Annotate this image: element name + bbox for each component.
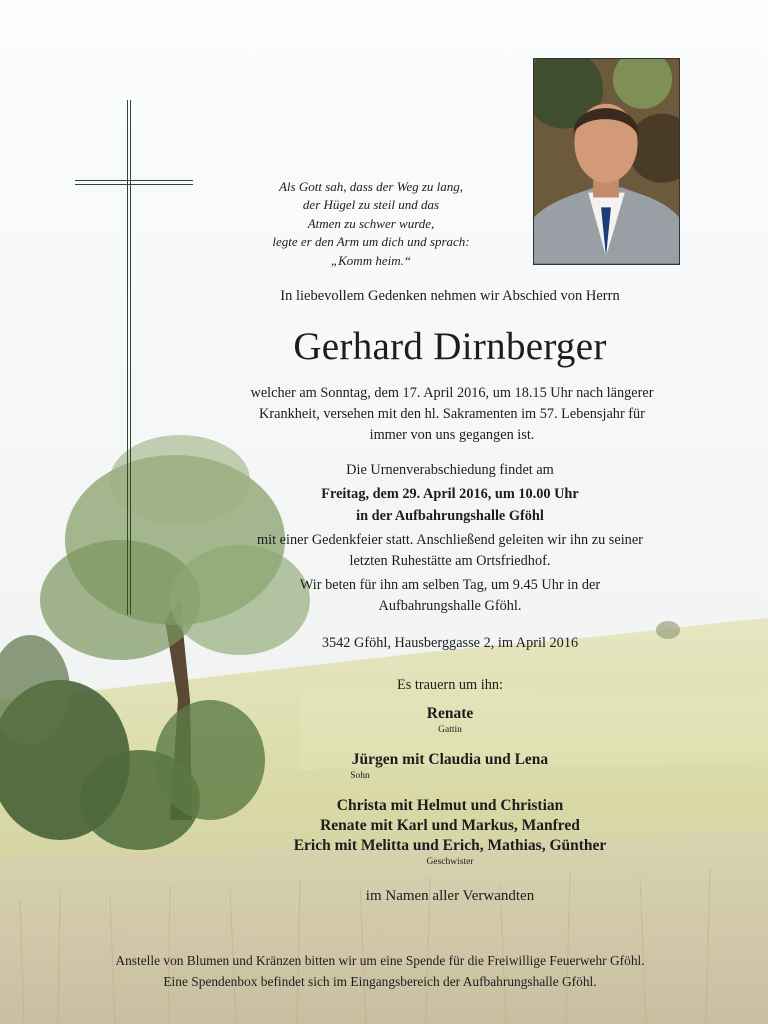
death-notice bbox=[222, 383, 682, 446]
mourner-name: Renate mit Karl und Markus, Manfred bbox=[320, 817, 580, 834]
death-notice-line: immer von uns gegangen ist. bbox=[369, 427, 535, 443]
portrait-photo bbox=[533, 58, 680, 265]
mourner-relation: Gattin bbox=[438, 725, 462, 735]
deceased-name: Gerhard Dirnberger bbox=[293, 325, 607, 368]
mourner-name: Renate bbox=[426, 705, 474, 722]
prayer-line: Wir beten für ihn am selben Tag, um 9.45 Uhr in der bbox=[299, 577, 601, 593]
ceremony-place: in der Aufbahrungshalle Gföhl bbox=[356, 508, 544, 524]
poem-line: der Hügel zu steil und das bbox=[302, 197, 440, 213]
mourner-name: Jürgen mit Claudia und Lena bbox=[351, 751, 549, 768]
ceremony-continuation-line: mit einer Gedenkfeier statt. Anschließend geleiten wir ihn zu seiner bbox=[257, 532, 643, 548]
donation-notice bbox=[30, 950, 730, 992]
mourner-name: Christa mit Helmut und Christian bbox=[336, 797, 564, 814]
ceremony-continuation bbox=[200, 530, 700, 572]
mourner-relation: Sohn bbox=[350, 771, 370, 781]
poem-line: Atmen zu schwer wurde, bbox=[307, 215, 435, 231]
death-notice-line: welcher am Sonntag, dem 17. April 2016, um 18.15 Uhr nach längerer bbox=[250, 385, 654, 401]
prayer-notice bbox=[200, 575, 700, 617]
ceremony-intro: Die Urnenverabschiedung findet am bbox=[346, 462, 554, 478]
death-notice-line: Krankheit, versehen mit den hl. Sakramenten im 57. Lebensjahr für bbox=[259, 406, 645, 422]
donation-line: Eine Spendenbox befindet sich im Eingangsbereich der Aufbahrungshalle Gföhl. bbox=[163, 974, 597, 989]
poem-line: „Komm heim.“ bbox=[330, 252, 412, 268]
address-line: 3542 Gföhl, Hausberggasse 2, im April 2016 bbox=[321, 635, 579, 651]
relatives-line: im Namen aller Verwandten bbox=[365, 888, 535, 904]
ceremony-date: Freitag, dem 29. April 2016, um 10.00 Uhr bbox=[321, 486, 579, 502]
prayer-line: Aufbahrungshalle Gföhl. bbox=[378, 598, 522, 614]
cross-icon bbox=[127, 100, 131, 615]
mourner-relation: Geschwister bbox=[426, 857, 474, 867]
cross-icon-bar bbox=[75, 180, 193, 185]
donation-line: Anstelle von Blumen und Kränzen bitten wir um eine Spende für die Freiwillige Feuerwehr Gföhl. bbox=[115, 953, 645, 968]
poem-verse bbox=[226, 178, 516, 270]
mourners-intro: Es trauern um ihn: bbox=[396, 677, 503, 693]
poem-line: legte er den Arm um dich und sprach: bbox=[272, 234, 470, 250]
intro-text: In liebevollem Gedenken nehmen wir Abschied von Herrn bbox=[280, 288, 620, 304]
poem-line: Als Gott sah, dass der Weg zu lang, bbox=[278, 179, 464, 194]
ceremony-continuation-line: letzten Ruhestätte am Ortsfriedhof. bbox=[349, 553, 551, 569]
mourner-name: Erich mit Melitta und Erich, Mathias, Günther bbox=[293, 837, 607, 854]
